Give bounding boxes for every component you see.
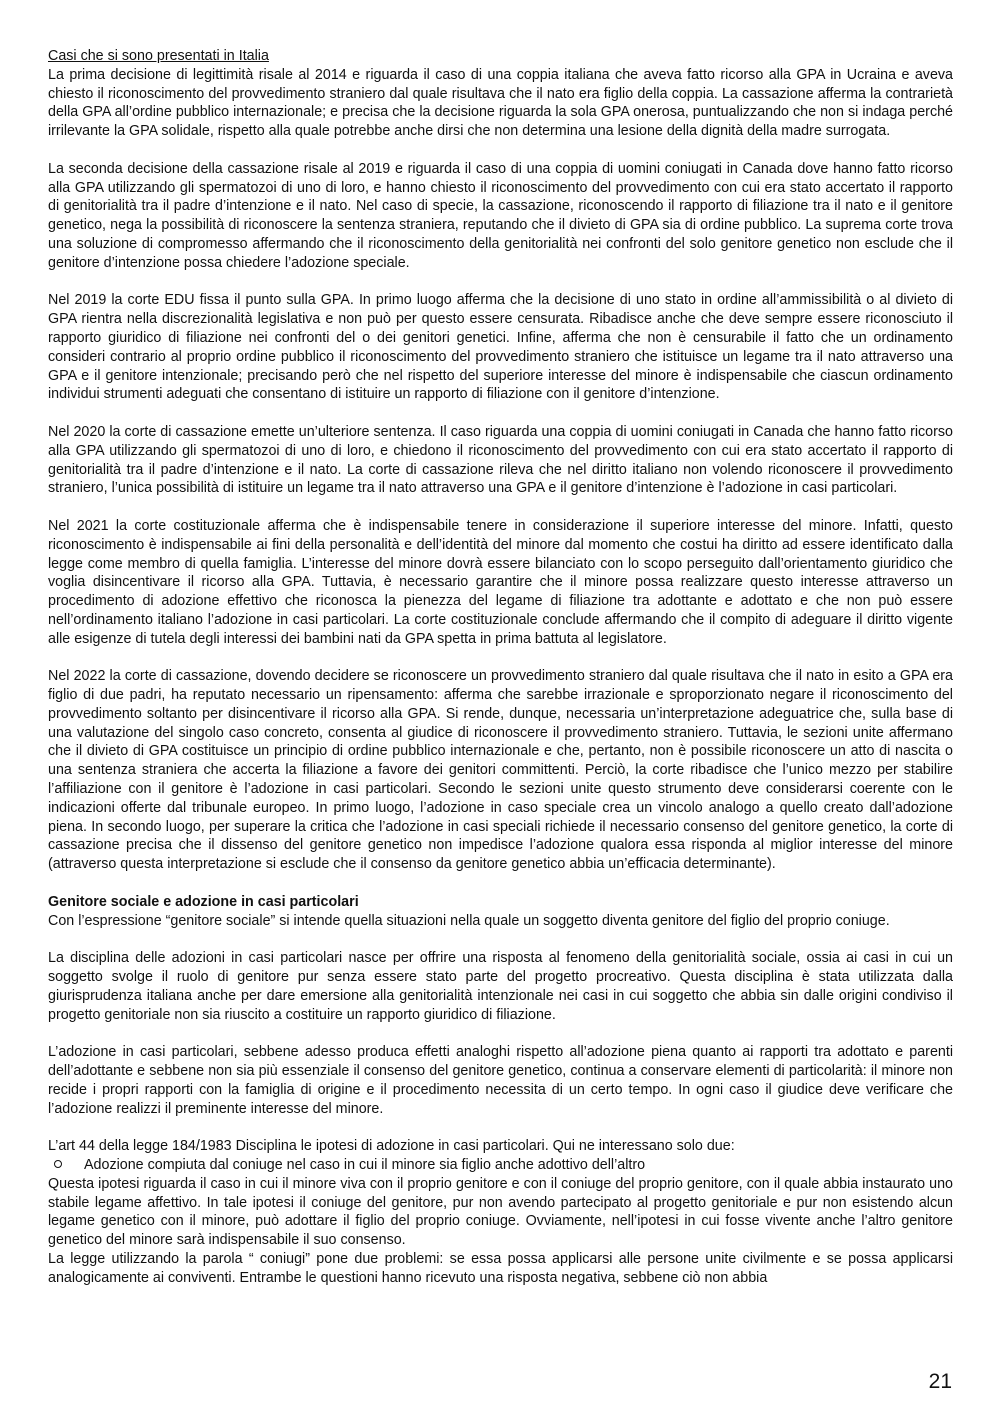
- paragraph-2014-decision: La prima decisione di legittimità risale al 2014 e riguarda il caso di una coppia italiana che aveva fatto ricorso alla GPA in Ucraina e aveva chiesto il riconoscimento del provvedimento straniero dal quale risultava che il nato era figlio della coppia. La cassazione afferma la contrarietà della GPA all’ordine pubblico internazionale; e precisa che la decisione riguarda la sola GPA onerosa, puntualizzando che non si indaga perché irrilevante la GPA solidale, rispetto alla quale potrebbe anche dirsi che non determina una lesione della dignità della madre surrogata.: [48, 66, 953, 140]
- document-page: [48, 47, 953, 1288]
- paragraph-adoption-particularities: L’adozione in casi particolari, sebbene adesso produca effetti analoghi rispetto all’adozione piena quanto ai rapporti tra adottato e parenti dell’adottante e sebbene non sia più essenziale il consenso del genitore genetico, continua a conservare elementi di particolarità: il minore non recide i propri rapporti con la famiglia di origine e il procedimento necessita di un certo tempo. In ogni caso il giudice deve verificare che l’adozione realizzi il preminente interesse del minore.: [48, 1044, 953, 1117]
- paragraph-2019-corte-edu: Nel 2019 la corte EDU fissa il punto sulla GPA. In primo luogo afferma che la decisione di uno stato in ordine all’ammissibilità o al divieto di GPA rientra nella discrezionalità legislativa e non può per questo essere censurata. Ribadisce anche che deve sempre essere riconosciuto il rapporto giuridico di filiazione nei confronti del o dei genitori genetici. Infine, afferma che non è censurabile il fatto che un ordinamento consideri contrario al proprio ordine pubblico il riconoscimento del provvedimento straniero che istituisce un legame tra il nato attraverso una GPA e il genitore intenzionale; precisando però che nel rispetto del superiore interesse del minore è indispensabile che ciascun ordinamento individui strumenti adeguati che consentano di istituire un rapporto di filiazione con il genitore d’intenzione.: [48, 292, 953, 403]
- paragraph-art-44: L’art 44 della legge 184/1983 Disciplina le ipotesi di adozione in casi particolari. Qui ne interessano solo due:: [48, 1138, 735, 1155]
- circle-bullet-icon: [54, 1160, 62, 1168]
- paragraph-2019-cassazione: La seconda decisione della cassazione risale al 2019 e riguarda il caso di una coppia di uomini coniugati in Canada dove hanno fatto ricorso alla GPA utilizzando gli spermatozoi di uno di loro, e hanno chiesto il riconoscimento del provvedimento con cui era stato accertato il rapporto di genitorialità tra il padre d’intenzione e il nato. Nel caso di specie, la cassazione, riconoscendo il rapporto di filiazione tra il nato e il genitore genetico, nega la possibilità di riconoscere la sentenza straniera, reputando che il divieto di GPA sia di ordine pubblico. La suprema corte trova una soluzione di compromesso affermando che il riconoscimento della genitorialità nei confronti del solo genitore genetico non esclude che il genitore d’intenzione possa chiedere l’adozione speciale.: [48, 160, 953, 271]
- paragraph-coniugi-problems: La legge utilizzando la parola “ coniugi” pone due problemi: se essa possa applicarsi alle persone unite civilmente e se possa applicarsi analogicamente ai conviventi. Entrambe le questioni hanno ricevuto una risposta negativa, sebbene ciò non abbia: [48, 1251, 953, 1286]
- paragraph-social-parent-definition: Con l’espressione “genitore sociale” si intende quella situazioni nella quale un soggetto diventa genitore del figlio del proprio coniuge.: [48, 912, 890, 929]
- section-heading-italy-cases: Casi che si sono presentati in Italia: [48, 48, 269, 64]
- paragraph-spouse-adoption: Questa ipotesi riguarda il caso in cui il minore viva con il proprio genitore e con il coniuge del proprio genitore, con il quale abbia instaurato uno stabile legame affettivo. In tale ipotesi il coniuge del genitore, pur non avendo partecipato al progetto genitoriale e pur non esistendo alcun legame genetico con il minore, può adottare il figlio del proprio coniuge. Ovviamente, nell’ipotesi in cui fosse vivente anche l’altro genitore genetico del minore sarà indispensabile il suo consenso.: [48, 1175, 953, 1249]
- page-number: 21: [928, 1370, 952, 1393]
- paragraph-adoption-discipline: La disciplina delle adozioni in casi particolari nasce per offrire una risposta al fenomeno della genitorialità sociale, ossia ai casi in cui un soggetto svolge il ruolo di genitore pur senza essere stato parte del progetto procreativo. Questa disciplina è stata utilizzata dalla giurisprudenza italiana anche per dare emersione alla genitorialità intenzionale nei casi in cui soggetto che abbia sin dalle origini condiviso il progetto genitoriale non sia riuscito a costituire un rapporto giuridico di filiazione.: [48, 950, 953, 1023]
- paragraph-2022-cassazione: Nel 2022 la corte di cassazione, dovendo decidere se riconoscere un provvedimento straniero dal quale risultava che il nato in esito a GPA era figlio di due padri, ha reputato necessario un ripensamento: afferma che sarebbe irrazionale e sproporzionato negare il riconoscimento del provvedimento soltanto per disincentivare il ricorso alla GPA. Si rende, dunque, necessaria un’interpretazione adeguatrice che, sulla base di una valutazione del singolo caso concreto, consenta al giudice di riconoscere il provvedimento straniero. Tuttavia, le sezioni unite affermano che il divieto di GPA costituisce un principio di ordine pubblico internazionale e che, pertanto, non è possibile riconoscere un atto di nascita o una sentenza straniera che accerta la filiazione a favore dei genitori committenti. Perciò, la corte ribadisce che l’unico mezzo per stabilire l’affiliazione con il genitore è l’adozione in casi particolari. Secondo le sezioni unite questo strumento deve considerarsi coerente con le indicazioni offerte dal tribunale europeo. In primo luogo, l’adozione in caso speciale crea un vincolo analogo a quello creato dall’adozione piena. In secondo luogo, per superare la critica che l’adozione in casi speciali richiede il necessario consenso del genitore genetico, la corte di cassazione precisa che il dissenso del genitore genetico non impedisce l’adozione qualora essa risponda al miglior interesse del minore (attraverso questa interpretazione si esclude che il consenso da genitore genetico abbia un’efficacia determinante).: [48, 668, 953, 873]
- paragraph-2021-corte-costituzionale: Nel 2021 la corte costituzionale afferma che è indispensabile tenere in considerazione il superiore interesse del minore. Infatti, questo riconoscimento è indispensabile ai fini della personalità e dell’identità del minore dal momento che costui ha diritto ad essere identificato dalla legge come membro di quella famiglia. L’interesse del minore dovrà essere bilanciato con lo scopo perseguito dall’orientamento giuridico che voglia disincentivare il ricorso alla GPA. Tuttavia, è necessario garantire che il minore possa realizzare questo interesse attraverso un procedimento di adozione effettivo che riconosca la pienezza del legame di filiazione tra adottante e adottato e che non può essere nell’ordinamento italiano l’adozione in casi particolari. La corte costituzionale conclude affermando che il compito di adeguare il diritto vigente alle esigenze di tutela degli interessi dei bambini nati da GPA spetta in prima battuta al legislatore.: [48, 517, 953, 647]
- list-item: [48, 1156, 953, 1175]
- section-heading-social-parent: Genitore sociale e adozione in casi particolari: [48, 893, 359, 910]
- list-item-text: Adozione compiuta dal coniuge nel caso in cui il minore sia figlio anche adottivo dell’altro: [84, 1157, 646, 1174]
- paragraph-2020-cassazione: Nel 2020 la corte di cassazione emette un’ulteriore sentenza. Il caso riguarda una coppia di uomini coniugati in Canada che hanno fatto ricorso alla GPA utilizzando gli spermatozoi di uno di loro, e chiedono il riconoscimento del provvedimento con cui era stato accertato il rapporto di genitorialità tra il padre d’intenzione e il nato. La corte di cassazione rileva che nel diritto italiano non volendo riconoscere il provvedimento straniero, l’unica possibilità di istituire un legame tra il nato attraverso una GPA e il genitore d’intenzione è l’adozione in casi particolari.: [48, 423, 953, 497]
